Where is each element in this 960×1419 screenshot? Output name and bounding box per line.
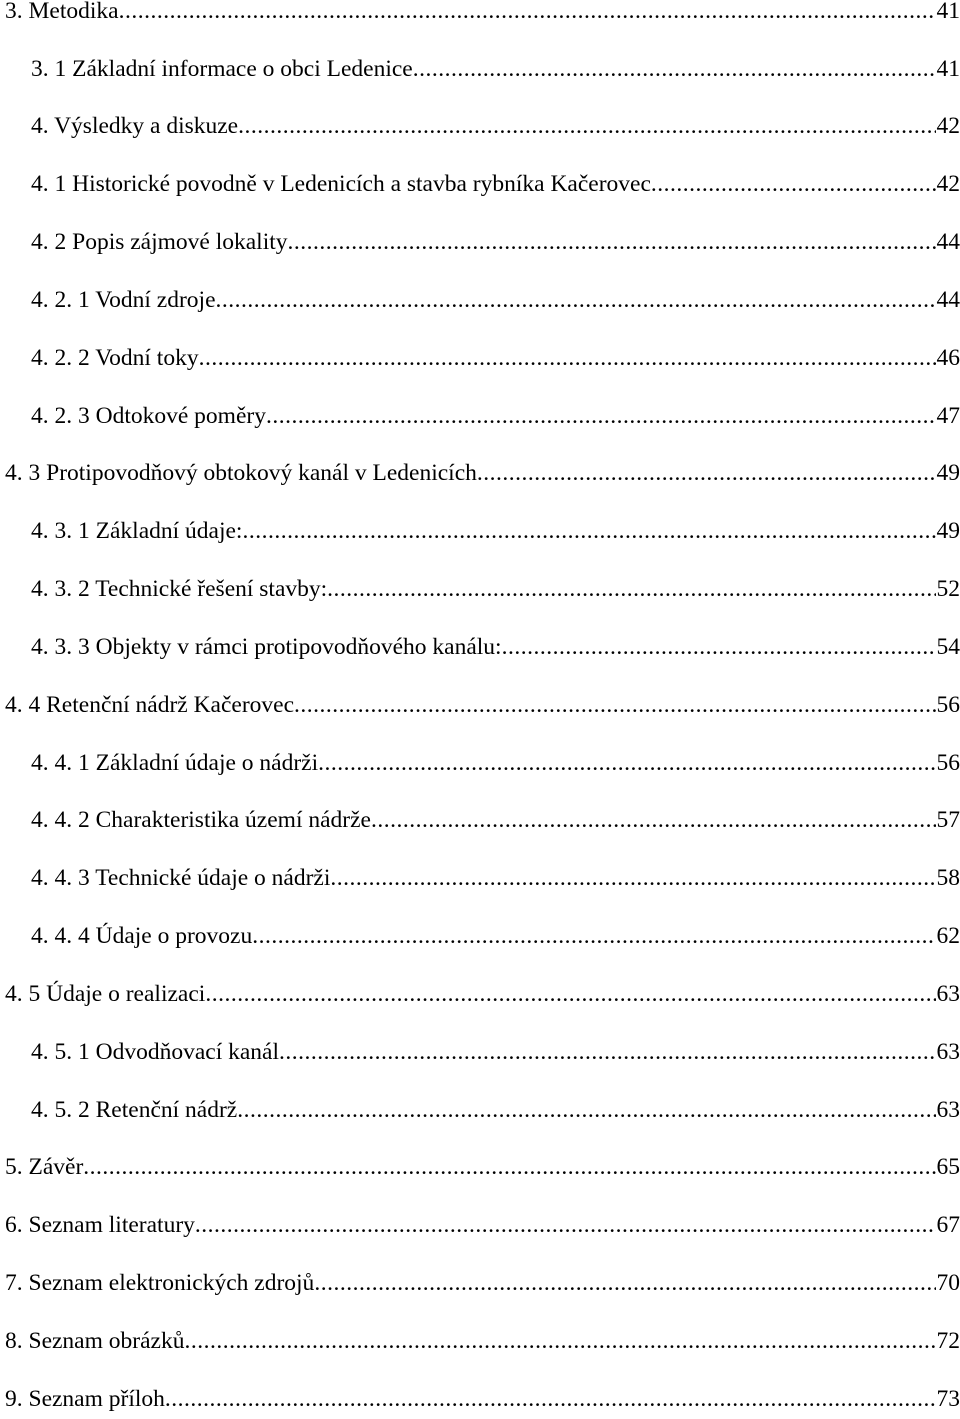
toc-leader-dots (252, 916, 935, 956)
toc-entry-seznam-priloh[interactable] (5, 1379, 960, 1419)
toc-page-number: 49 (936, 511, 960, 551)
toc-entry-charakteristika-uzemi[interactable] (31, 800, 960, 840)
toc-page-number: 42 (936, 164, 960, 204)
toc-entry-title: 7. Seznam elektronických zdrojů (5, 1263, 314, 1303)
toc-entry-title: 6. Seznam literatury (5, 1205, 195, 1245)
toc-leader-dots (294, 685, 935, 725)
toc-entry-vysledky-a-diskuze[interactable] (31, 106, 960, 146)
toc-page-number: 44 (936, 222, 960, 262)
toc-entry-technicke-reseni[interactable] (31, 569, 960, 609)
toc-page-number: 63 (936, 974, 960, 1014)
toc-entry-title: 4. 3. 1 Základní údaje: (31, 511, 242, 551)
toc-entry-title: 3. Metodika (5, 0, 119, 31)
toc-entry-seznam-elektronickych-zdroju[interactable] (5, 1263, 960, 1303)
toc-entry-title: 4. 1 Historické povodně v Ledenicích a stavba rybníka Kačerovec (31, 164, 651, 204)
toc-leader-dots (314, 1263, 935, 1303)
toc-leader-dots (237, 1090, 935, 1130)
toc-page-number: 63 (936, 1090, 960, 1130)
toc-entry-title: 4. 3 Protipovodňový obtokový kanál v Ledenicích (5, 453, 477, 493)
toc-page-number: 42 (936, 106, 960, 146)
toc-page-number: 52 (936, 569, 960, 609)
toc-leader-dots (165, 1379, 936, 1419)
toc-entry-odtokove-pomery[interactable] (31, 396, 960, 436)
toc-entry-historicke-povodne[interactable] (31, 164, 960, 204)
toc-leader-dots (242, 511, 935, 551)
toc-entry-title: 4. 2. 1 Vodní zdroje (31, 280, 216, 320)
toc-entry-title: 5. Závěr (5, 1147, 83, 1187)
toc-leader-dots (288, 222, 936, 262)
toc-entry-objekty-kanalu[interactable] (31, 627, 960, 667)
toc-entry-title: 4. 2 Popis zájmové lokality (31, 222, 288, 262)
toc-entry-retencni-nadrz-kacerovec[interactable] (5, 685, 960, 725)
toc-entry-title: 4. 5. 1 Odvodňovací kanál (31, 1032, 279, 1072)
toc-page-number: 47 (936, 396, 960, 436)
toc-leader-dots (502, 627, 936, 667)
toc-entry-title: 4. 4. 2 Charakteristika území nádrže (31, 800, 371, 840)
toc-leader-dots (279, 1032, 935, 1072)
toc-entry-title: 4. 4. 1 Základní údaje o nádrži (31, 743, 318, 783)
toc-leader-dots (184, 1321, 935, 1361)
toc-page-number: 57 (936, 800, 960, 840)
toc-leader-dots (238, 106, 935, 146)
toc-entry-popis-zajmove-lokality[interactable] (31, 222, 960, 262)
toc-leader-dots (318, 743, 935, 783)
toc-entry-title: 3. 1 Základní informace o obci Ledenice (31, 49, 413, 89)
toc-entry-zakladni-udaje-o-nadrzi[interactable] (31, 743, 960, 783)
toc-page-number: 72 (936, 1321, 960, 1361)
toc-page-number: 73 (936, 1379, 960, 1419)
toc-entry-odvodnovaci-kanal[interactable] (31, 1032, 960, 1072)
toc-leader-dots (330, 858, 935, 898)
toc-leader-dots (413, 49, 936, 89)
toc-entry-title: 4. 4 Retenční nádrž Kačerovec (5, 685, 294, 725)
toc-page-number: 41 (936, 0, 960, 31)
toc-page-number: 44 (936, 280, 960, 320)
toc-leader-dots (477, 453, 936, 493)
toc-entry-title: 8. Seznam obrázků (5, 1321, 184, 1361)
toc-page-number: 62 (936, 916, 960, 956)
toc-leader-dots (327, 569, 935, 609)
toc-entry-title: 4. 5. 2 Retenční nádrž (31, 1090, 237, 1130)
toc-leader-dots (195, 1205, 936, 1245)
toc-entry-zakladni-udaje[interactable] (31, 511, 960, 551)
toc-page-number: 70 (936, 1263, 960, 1303)
toc-entry-vodni-zdroje[interactable] (31, 280, 960, 320)
toc-page-number: 56 (936, 685, 960, 725)
toc-entry-title: 4. 3. 2 Technické řešení stavby: (31, 569, 327, 609)
toc-entry-title: 4. 4. 4 Údaje o provozu (31, 916, 252, 956)
toc-page-number: 49 (936, 453, 960, 493)
toc-entry-seznam-literatury[interactable] (5, 1205, 960, 1245)
toc-entry-title: 9. Seznam příloh (5, 1379, 165, 1419)
toc-page-number: 54 (936, 627, 960, 667)
toc-leader-dots (199, 338, 936, 378)
toc-entry-zaver[interactable] (5, 1147, 960, 1187)
toc-leader-dots (371, 800, 936, 840)
toc-leader-dots (266, 396, 936, 436)
toc-entry-title: 4. 5 Údaje o realizaci (5, 974, 205, 1014)
toc-leader-dots (119, 0, 936, 31)
toc-leader-dots (83, 1147, 935, 1187)
toc-leader-dots (651, 164, 936, 204)
toc-entry-title: 4. 2. 3 Odtokové poměry (31, 396, 266, 436)
toc-page-number: 41 (936, 49, 960, 89)
toc-page-number: 67 (936, 1205, 960, 1245)
toc-entry-title: 4. 4. 3 Technické údaje o nádrži (31, 858, 330, 898)
toc-leader-dots (216, 280, 936, 320)
toc-entry-title: 4. 3. 3 Objekty v rámci protipovodňového kanálu: (31, 627, 502, 667)
toc-entry-udaje-o-provozu[interactable] (31, 916, 960, 956)
toc-entry-title: 4. 2. 2 Vodní toky (31, 338, 199, 378)
toc-leader-dots (205, 974, 935, 1014)
toc-page-number: 58 (936, 858, 960, 898)
toc-entry-technicke-udaje[interactable] (31, 858, 960, 898)
toc-entry-udaje-o-realizaci[interactable] (5, 974, 960, 1014)
toc-entry-seznam-obrazku[interactable] (5, 1321, 960, 1361)
toc-page-number: 46 (936, 338, 960, 378)
toc-page-number: 56 (936, 743, 960, 783)
toc-entry-retencni-nadrz[interactable] (31, 1090, 960, 1130)
toc-entry-zakladni-informace[interactable] (31, 49, 960, 89)
toc-entry-vodni-toky[interactable] (31, 338, 960, 378)
toc-page-number: 63 (936, 1032, 960, 1072)
toc-entry-protipovodnovy-kanal[interactable] (5, 453, 960, 493)
toc-entry-metodika[interactable] (5, 0, 960, 31)
toc-page-number: 65 (936, 1147, 960, 1187)
toc-entry-title: 4. Výsledky a diskuze (31, 106, 238, 146)
